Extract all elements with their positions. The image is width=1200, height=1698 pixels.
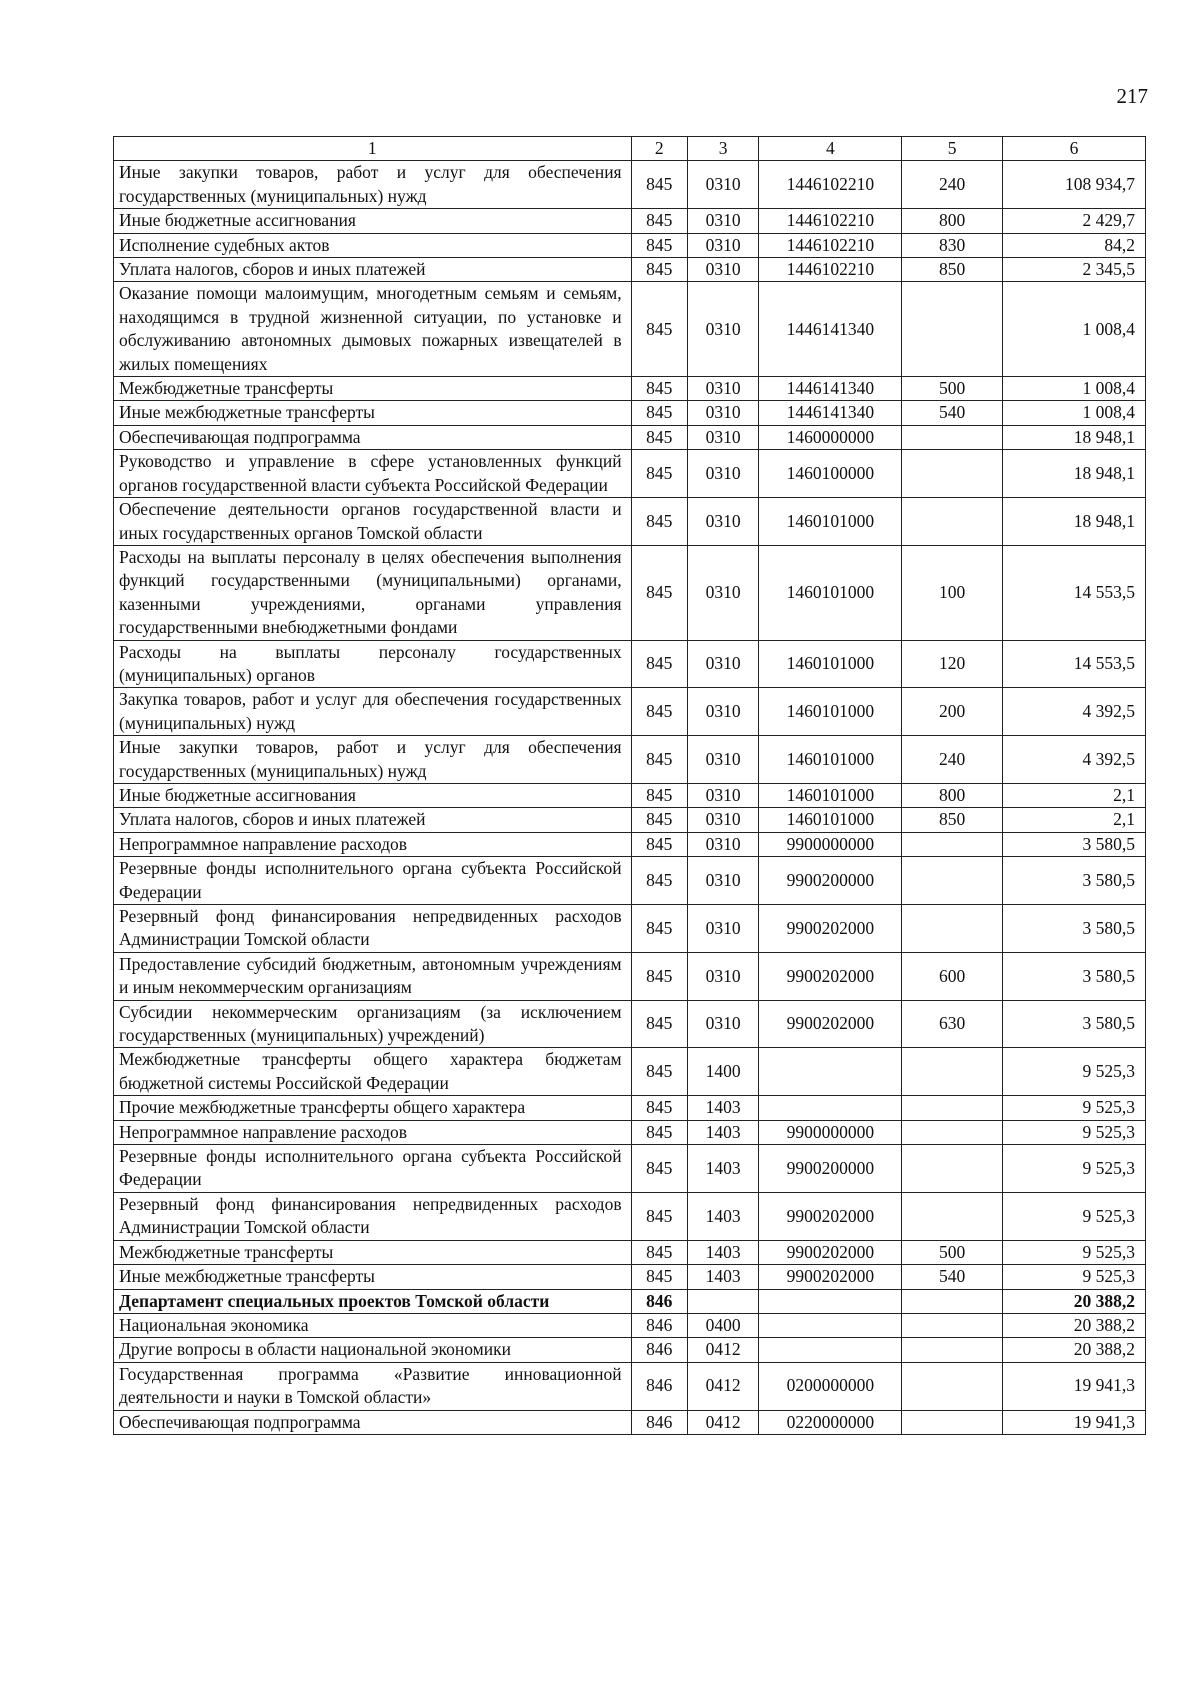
section-code-cell: 0412 xyxy=(687,1338,758,1362)
expense-name-cell: Иные межбюджетные трансферты xyxy=(114,1265,632,1289)
amount-cell: 1 008,4 xyxy=(1003,401,1146,425)
target-article-cell: 9900000000 xyxy=(759,1120,902,1144)
table-row xyxy=(114,425,1146,449)
expense-name-cell: Другие вопросы в области национальной экономики xyxy=(114,1338,632,1362)
expense-type-cell xyxy=(902,282,1003,377)
amount-cell: 9 525,3 xyxy=(1003,1265,1146,1289)
header-cell: 5 xyxy=(902,137,1003,161)
expense-name-cell: Иные межбюджетные трансферты xyxy=(114,401,632,425)
section-code-cell: 0310 xyxy=(687,209,758,233)
section-code-cell: 1403 xyxy=(687,1096,758,1120)
target-article-cell: 0220000000 xyxy=(759,1410,902,1434)
target-article-cell: 1460100000 xyxy=(759,450,902,498)
expense-type-cell xyxy=(902,1313,1003,1337)
table-row xyxy=(114,401,1146,425)
target-article-cell xyxy=(759,1313,902,1337)
header-cell: 4 xyxy=(759,137,902,161)
expense-type-cell xyxy=(902,857,1003,905)
target-article-cell: 9900200000 xyxy=(759,857,902,905)
section-code-cell: 0310 xyxy=(687,736,758,784)
expense-name-cell: Обеспечивающая подпрограмма xyxy=(114,425,632,449)
target-article-cell: 1460101000 xyxy=(759,498,902,546)
table-row xyxy=(114,545,1146,640)
expense-type-cell xyxy=(902,1192,1003,1240)
table-row xyxy=(114,857,1146,905)
grbs-code-cell: 845 xyxy=(631,1240,687,1264)
grbs-code-cell: 845 xyxy=(631,258,687,282)
expense-name-cell: Межбюджетные трансферты xyxy=(114,377,632,401)
target-article-cell: 1460101000 xyxy=(759,545,902,640)
section-code-cell: 0400 xyxy=(687,1313,758,1337)
section-code-cell: 0310 xyxy=(687,640,758,688)
amount-cell: 108 934,7 xyxy=(1003,161,1146,209)
expense-name-cell: Оказание помощи малоимущим, многодетным семьям и семьям, находящимся в трудной жизненной ситуации, по установке и обслуживанию автономных дымовых пожарных извещателей в жилых помещениях xyxy=(114,282,632,377)
target-article-cell xyxy=(759,1289,902,1313)
target-article-cell xyxy=(759,1338,902,1362)
section-code-cell xyxy=(687,1289,758,1313)
grbs-code-cell: 846 xyxy=(631,1338,687,1362)
amount-cell: 3 580,5 xyxy=(1003,857,1146,905)
section-code-cell: 0310 xyxy=(687,1000,758,1048)
amount-cell: 9 525,3 xyxy=(1003,1120,1146,1144)
table-row xyxy=(114,1120,1146,1144)
expense-type-cell: 540 xyxy=(902,401,1003,425)
grbs-code-cell: 845 xyxy=(631,498,687,546)
grbs-code-cell: 845 xyxy=(631,209,687,233)
expense-name-cell: Непрограммное направление расходов xyxy=(114,1120,632,1144)
expense-name-cell: Национальная экономика xyxy=(114,1313,632,1337)
expense-type-cell xyxy=(902,1120,1003,1144)
grbs-code-cell: 846 xyxy=(631,1362,687,1410)
table-row xyxy=(114,258,1146,282)
expense-type-cell xyxy=(902,1145,1003,1193)
target-article-cell: 1460101000 xyxy=(759,688,902,736)
header-cell: 6 xyxy=(1003,137,1146,161)
section-code-cell: 0412 xyxy=(687,1410,758,1434)
section-code-cell: 0310 xyxy=(687,401,758,425)
amount-cell: 9 525,3 xyxy=(1003,1192,1146,1240)
amount-cell: 2,1 xyxy=(1003,783,1146,807)
target-article-cell: 9900202000 xyxy=(759,1000,902,1048)
target-article-cell: 1446102210 xyxy=(759,258,902,282)
amount-cell: 3 580,5 xyxy=(1003,832,1146,856)
expense-type-cell: 240 xyxy=(902,161,1003,209)
expense-name-cell: Закупка товаров, работ и услуг для обеспечения государственных (муниципальных) нужд xyxy=(114,688,632,736)
expense-name-cell: Иные бюджетные ассигнования xyxy=(114,783,632,807)
expense-type-cell: 850 xyxy=(902,808,1003,832)
amount-cell: 9 525,3 xyxy=(1003,1240,1146,1264)
amount-cell: 20 388,2 xyxy=(1003,1338,1146,1362)
section-code-cell: 1403 xyxy=(687,1145,758,1193)
table-row xyxy=(114,1000,1146,1048)
expense-name-cell: Обеспечивающая подпрограмма xyxy=(114,1410,632,1434)
section-code-cell: 0310 xyxy=(687,905,758,953)
expense-type-cell xyxy=(902,498,1003,546)
target-article-cell: 1460101000 xyxy=(759,640,902,688)
table-row xyxy=(114,1362,1146,1410)
target-article-cell: 1446102210 xyxy=(759,161,902,209)
grbs-code-cell: 845 xyxy=(631,1096,687,1120)
table-row xyxy=(114,1289,1146,1313)
target-article-cell: 9900202000 xyxy=(759,952,902,1000)
section-code-cell: 0310 xyxy=(687,857,758,905)
expense-type-cell: 830 xyxy=(902,233,1003,257)
amount-cell: 20 388,2 xyxy=(1003,1289,1146,1313)
target-article-cell: 9900000000 xyxy=(759,832,902,856)
table-row xyxy=(114,1313,1146,1337)
expense-name-cell: Межбюджетные трансферты xyxy=(114,1240,632,1264)
grbs-code-cell: 845 xyxy=(631,1145,687,1193)
expense-type-cell xyxy=(902,905,1003,953)
grbs-code-cell: 845 xyxy=(631,377,687,401)
expense-type-cell: 630 xyxy=(902,1000,1003,1048)
expense-type-cell xyxy=(902,1096,1003,1120)
amount-cell: 9 525,3 xyxy=(1003,1048,1146,1096)
target-article-cell: 9900200000 xyxy=(759,1145,902,1193)
grbs-code-cell: 845 xyxy=(631,425,687,449)
expense-name-cell: Иные закупки товаров, работ и услуг для обеспечения государственных (муниципальных) нужд xyxy=(114,161,632,209)
amount-cell: 19 941,3 xyxy=(1003,1410,1146,1434)
grbs-code-cell: 845 xyxy=(631,233,687,257)
expense-name-cell: Резервные фонды исполнительного органа субъекта Российской Федерации xyxy=(114,1145,632,1193)
grbs-code-cell: 845 xyxy=(631,832,687,856)
header-cell: 1 xyxy=(114,137,632,161)
amount-cell: 3 580,5 xyxy=(1003,905,1146,953)
expense-type-cell xyxy=(902,1338,1003,1362)
expense-type-cell: 540 xyxy=(902,1265,1003,1289)
section-code-cell: 1403 xyxy=(687,1120,758,1144)
amount-cell: 4 392,5 xyxy=(1003,688,1146,736)
expense-name-cell: Резервный фонд финансирования непредвиденных расходов Администрации Томской области xyxy=(114,905,632,953)
amount-cell: 3 580,5 xyxy=(1003,1000,1146,1048)
expense-type-cell xyxy=(902,832,1003,856)
section-code-cell: 0310 xyxy=(687,450,758,498)
expense-type-cell: 500 xyxy=(902,1240,1003,1264)
grbs-code-cell: 845 xyxy=(631,736,687,784)
expense-name-cell: Руководство и управление в сфере установленных функций органов государственной власти субъекта Российской Федерации xyxy=(114,450,632,498)
grbs-code-cell: 845 xyxy=(631,857,687,905)
table-row xyxy=(114,1265,1146,1289)
target-article-cell xyxy=(759,1096,902,1120)
table-row xyxy=(114,688,1146,736)
expense-type-cell: 850 xyxy=(902,258,1003,282)
header-row xyxy=(114,137,1146,161)
table-row xyxy=(114,377,1146,401)
expense-type-cell xyxy=(902,1048,1003,1096)
grbs-code-cell: 845 xyxy=(631,640,687,688)
table-row xyxy=(114,498,1146,546)
amount-cell: 18 948,1 xyxy=(1003,425,1146,449)
target-article-cell: 1446102210 xyxy=(759,233,902,257)
amount-cell: 2,1 xyxy=(1003,808,1146,832)
grbs-code-cell: 845 xyxy=(631,282,687,377)
expense-name-cell: Субсидии некоммерческим организациям (за исключением государственных (муниципальных) учреждений) xyxy=(114,1000,632,1048)
section-code-cell: 1403 xyxy=(687,1192,758,1240)
section-code-cell: 0310 xyxy=(687,377,758,401)
section-code-cell: 0310 xyxy=(687,783,758,807)
grbs-code-cell: 845 xyxy=(631,1048,687,1096)
amount-cell: 14 553,5 xyxy=(1003,545,1146,640)
grbs-code-cell: 845 xyxy=(631,688,687,736)
table-row xyxy=(114,1096,1146,1120)
expense-name-cell: Межбюджетные трансферты общего характера бюджетам бюджетной системы Российской Федерации xyxy=(114,1048,632,1096)
grbs-code-cell: 845 xyxy=(631,1000,687,1048)
table-row xyxy=(114,1338,1146,1362)
table-row xyxy=(114,736,1146,784)
expense-type-cell xyxy=(902,1410,1003,1434)
amount-cell: 3 580,5 xyxy=(1003,952,1146,1000)
expense-type-cell: 500 xyxy=(902,377,1003,401)
table-row xyxy=(114,209,1146,233)
target-article-cell: 1460101000 xyxy=(759,783,902,807)
grbs-code-cell: 845 xyxy=(631,905,687,953)
section-code-cell: 1403 xyxy=(687,1265,758,1289)
target-article-cell: 1446141340 xyxy=(759,282,902,377)
target-article-cell: 1460101000 xyxy=(759,736,902,784)
section-code-cell: 0310 xyxy=(687,282,758,377)
expense-name-cell: Предоставление субсидий бюджетным, автономным учреждениям и иным некоммерческим организациям xyxy=(114,952,632,1000)
grbs-code-cell: 845 xyxy=(631,1265,687,1289)
expense-type-cell xyxy=(902,1362,1003,1410)
table-row xyxy=(114,450,1146,498)
amount-cell: 1 008,4 xyxy=(1003,377,1146,401)
header-cell: 3 xyxy=(687,137,758,161)
amount-cell: 19 941,3 xyxy=(1003,1362,1146,1410)
grbs-code-cell: 846 xyxy=(631,1289,687,1313)
table-row xyxy=(114,161,1146,209)
target-article-cell: 1446102210 xyxy=(759,209,902,233)
budget-table xyxy=(113,136,1146,1435)
amount-cell: 9 525,3 xyxy=(1003,1145,1146,1193)
table-row xyxy=(114,832,1146,856)
grbs-code-cell: 845 xyxy=(631,1192,687,1240)
expense-type-cell: 240 xyxy=(902,736,1003,784)
target-article-cell: 9900202000 xyxy=(759,905,902,953)
grbs-code-cell: 846 xyxy=(631,1410,687,1434)
grbs-code-cell: 845 xyxy=(631,952,687,1000)
amount-cell: 2 345,5 xyxy=(1003,258,1146,282)
grbs-code-cell: 845 xyxy=(631,1120,687,1144)
amount-cell: 14 553,5 xyxy=(1003,640,1146,688)
grbs-code-cell: 846 xyxy=(631,1313,687,1337)
amount-cell: 1 008,4 xyxy=(1003,282,1146,377)
amount-cell: 18 948,1 xyxy=(1003,498,1146,546)
section-code-cell: 0310 xyxy=(687,498,758,546)
amount-cell: 9 525,3 xyxy=(1003,1096,1146,1120)
expense-type-cell: 800 xyxy=(902,209,1003,233)
expense-name-cell: Расходы на выплаты персоналу в целях обеспечения выполнения функций государственными (муниципальными) органами, казенными учреждениями, органами управления государственными внебюджетными фондами xyxy=(114,545,632,640)
expense-type-cell: 800 xyxy=(902,783,1003,807)
expense-name-cell: Иные бюджетные ассигнования xyxy=(114,209,632,233)
amount-cell: 84,2 xyxy=(1003,233,1146,257)
target-article-cell: 9900202000 xyxy=(759,1240,902,1264)
section-code-cell: 0310 xyxy=(687,545,758,640)
expense-name-cell: Иные закупки товаров, работ и услуг для обеспечения государственных (муниципальных) нужд xyxy=(114,736,632,784)
table-row xyxy=(114,952,1146,1000)
section-code-cell: 0310 xyxy=(687,425,758,449)
expense-type-cell: 600 xyxy=(902,952,1003,1000)
grbs-code-cell: 845 xyxy=(631,161,687,209)
table-row xyxy=(114,282,1146,377)
expense-name-cell: Департамент специальных проектов Томской области xyxy=(114,1289,632,1313)
table-row xyxy=(114,783,1146,807)
expense-name-cell: Прочие межбюджетные трансферты общего характера xyxy=(114,1096,632,1120)
section-code-cell: 0310 xyxy=(687,808,758,832)
table-row xyxy=(114,1145,1146,1193)
expense-name-cell: Резервный фонд финансирования непредвиденных расходов Администрации Томской области xyxy=(114,1192,632,1240)
expense-type-cell: 120 xyxy=(902,640,1003,688)
section-code-cell: 0412 xyxy=(687,1362,758,1410)
expense-type-cell xyxy=(902,1289,1003,1313)
target-article-cell: 9900202000 xyxy=(759,1265,902,1289)
table-row xyxy=(114,905,1146,953)
section-code-cell: 0310 xyxy=(687,688,758,736)
target-article-cell: 1446141340 xyxy=(759,401,902,425)
amount-cell: 2 429,7 xyxy=(1003,209,1146,233)
section-code-cell: 0310 xyxy=(687,832,758,856)
table-row xyxy=(114,1410,1146,1434)
expense-name-cell: Обеспечение деятельности органов государственной власти и иных государственных органов Томской области xyxy=(114,498,632,546)
target-article-cell: 1460000000 xyxy=(759,425,902,449)
section-code-cell: 0310 xyxy=(687,233,758,257)
header-cell: 2 xyxy=(631,137,687,161)
target-article-cell: 1460101000 xyxy=(759,808,902,832)
table-row xyxy=(114,233,1146,257)
grbs-code-cell: 845 xyxy=(631,545,687,640)
target-article-cell: 9900202000 xyxy=(759,1192,902,1240)
table-row xyxy=(114,1192,1146,1240)
section-code-cell: 1403 xyxy=(687,1240,758,1264)
section-code-cell: 0310 xyxy=(687,952,758,1000)
expense-name-cell: Расходы на выплаты персоналу государственных (муниципальных) органов xyxy=(114,640,632,688)
expense-type-cell: 200 xyxy=(902,688,1003,736)
expense-type-cell: 100 xyxy=(902,545,1003,640)
amount-cell: 20 388,2 xyxy=(1003,1313,1146,1337)
expense-type-cell xyxy=(902,425,1003,449)
amount-cell: 4 392,5 xyxy=(1003,736,1146,784)
target-article-cell: 0200000000 xyxy=(759,1362,902,1410)
target-article-cell: 1446141340 xyxy=(759,377,902,401)
expense-name-cell: Исполнение судебных актов xyxy=(114,233,632,257)
expense-name-cell: Резервные фонды исполнительного органа субъекта Российской Федерации xyxy=(114,857,632,905)
expense-name-cell: Непрограммное направление расходов xyxy=(114,832,632,856)
table-body xyxy=(114,137,1146,1435)
grbs-code-cell: 845 xyxy=(631,450,687,498)
expense-name-cell: Государственная программа «Развитие инновационной деятельности и науки в Томской области» xyxy=(114,1362,632,1410)
expense-name-cell: Уплата налогов, сборов и иных платежей xyxy=(114,808,632,832)
section-code-cell: 0310 xyxy=(687,258,758,282)
grbs-code-cell: 845 xyxy=(631,808,687,832)
grbs-code-cell: 845 xyxy=(631,401,687,425)
grbs-code-cell: 845 xyxy=(631,783,687,807)
expense-name-cell: Уплата налогов, сборов и иных платежей xyxy=(114,258,632,282)
table-row xyxy=(114,808,1146,832)
target-article-cell xyxy=(759,1048,902,1096)
amount-cell: 18 948,1 xyxy=(1003,450,1146,498)
page-number: 217 xyxy=(1116,84,1148,108)
section-code-cell: 1400 xyxy=(687,1048,758,1096)
expense-type-cell xyxy=(902,450,1003,498)
table-row xyxy=(114,1240,1146,1264)
table-row xyxy=(114,1048,1146,1096)
section-code-cell: 0310 xyxy=(687,161,758,209)
table-row xyxy=(114,640,1146,688)
